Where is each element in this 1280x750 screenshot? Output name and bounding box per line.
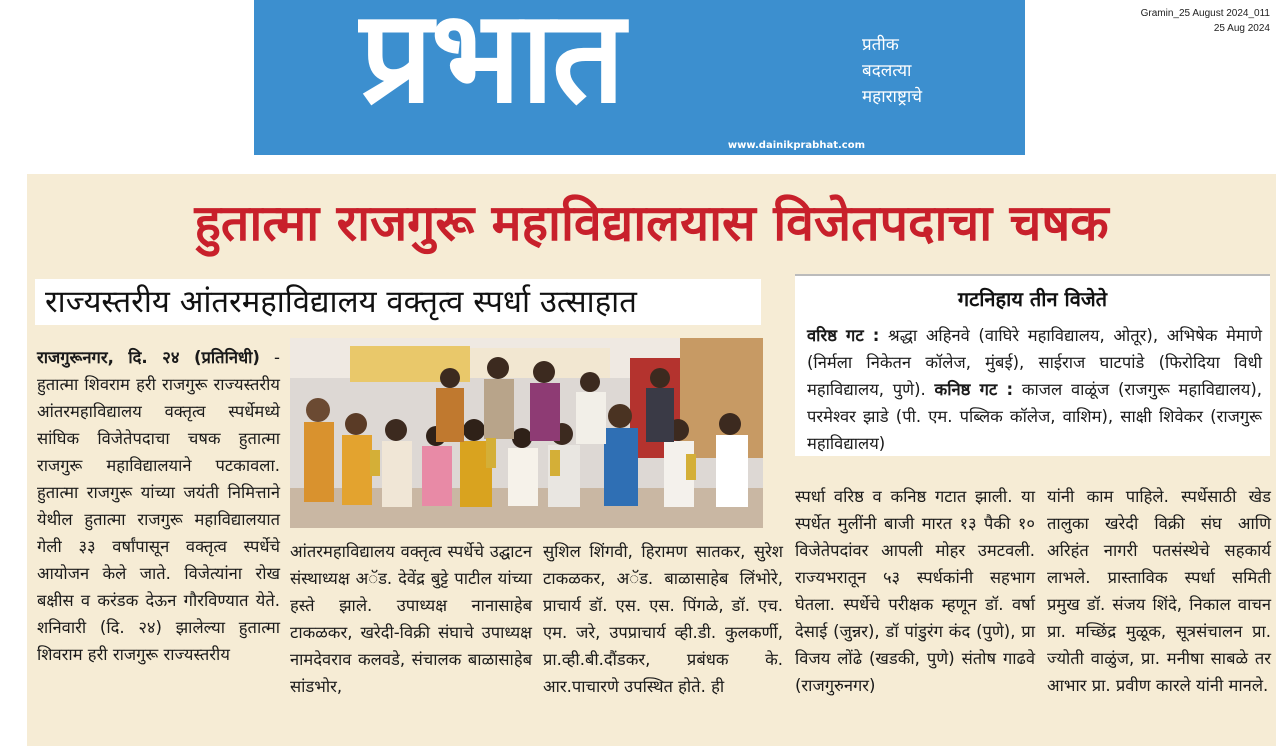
article-subheadline: राज्यस्तरीय आंतरमहाविद्यालय वक्तृत्व स्पर्धा उत्साहात xyxy=(35,279,761,325)
winners-box xyxy=(795,274,1270,456)
article-column-3: सुशिल शिंगवी, हिरामण सातकर, सुरेश टाकळकर, अॅड. बाळासाहेब लिंभोरे, प्राचार्य डॉ. एस. एस. पिंगळे, डॉ. एच. एम. जरे, उपप्राचार्य व्ही.डी. कुलकर्णी, प्रा.व्ही.बी.दौंडकर, प्रबंधक के. आर.पाचारणे उपस्थित होते. ही xyxy=(543,542,783,696)
edition-code: Gramin_25 August 2024_011 xyxy=(1140,8,1270,19)
article-headline: हुतात्मा राजगुरू महाविद्यालयास विजेतपदाचा चषक xyxy=(194,194,1109,252)
news-article xyxy=(27,174,1276,746)
tagline-line-1: प्रतीक xyxy=(862,35,899,55)
junior-group-label: कनिष्ठ गट : xyxy=(934,380,1014,399)
masthead-banner xyxy=(254,0,1025,155)
senior-group-winners: श्रद्धा अहिनवे (वाघिरे महाविद्यालय, ओतूर), अभिषेक मेमाणे (निर्मला निकेतन कॉलेज, मुंबई), साईराज घाटपांडे (फिरोदिया विधी महाविद्यालय, पुणे). xyxy=(807,326,1263,399)
winners-box-title: गटनिहाय तीन विजेते xyxy=(957,287,1108,311)
column-1-text: - हुतात्मा शिवराम हरी राजगुरू राज्यस्तरीय आंतरमहाविद्यालय वक्तृत्व स्पर्धेमध्ये सांघिक विजेतेपदाचा चषक हुतात्मा राजगुरू महाविद्यालयाने पटकावला. हुतात्मा राजगुरू यांच्या जयंती निमित्ताने येथील हुतात्मा राजगुरू महाविद्यालयात गेली ३३ वर्षांपासून वक्तृत्व स्पर्धेचे आयोजन केले जाते. विजेत्यांना रोख बक्षीस व करंडक देऊन गौरविण्यात येते. शनिवारी (दि. २४) झालेल्या हुतात्मा शिवराम हरी राजगुरू राज्यस्तरीय xyxy=(37,348,280,664)
newspaper-logo: प्रभात xyxy=(360,0,623,132)
photo-illustration xyxy=(290,338,763,528)
senior-group-label: वरिष्ठ गट : xyxy=(807,326,880,345)
article-column-2: आंतरमहाविद्यालय वक्तृत्व स्पर्धेचे उद्घाटन संस्थाध्यक्ष अॅड. देवेंद्र बुट्टे पाटील यांच्या हस्ते झाले. उपाध्यक्ष नानासाहेब टाकळकर, खरेदी-विक्री संघाचे उपाध्यक्ष नामदेवराव कलवडे, संचालक बाळासाहेब सांडभोर, xyxy=(290,542,532,696)
website-url: www.dainikprabhat.com xyxy=(727,140,865,151)
masthead-tagline xyxy=(862,32,922,110)
article-column-4: स्पर्धा वरिष्ठ व कनिष्ठ गटात झाली. या स्पर्धेत मुलींनी बाजी मारत १३ पैकी १० विजेतेपदांवर आपली मोहर उमटवली. राज्यभरातून ५३ स्पर्धकांनी सहभाग घेतला. स्पर्धेचे परीक्षक म्हणून डॉ. वर्षा देसाई (जुन्नर), डॉ पांडुरंग कंद (पुणे), प्रा विजय लोंढे (खडकी, पुणे) संतोष गाढवे (राजगुरुनगर) xyxy=(795,487,1035,695)
tagline-line-3: महाराष्ट्राचे xyxy=(862,87,923,107)
article-dateline: राजगुरूनगर, दि. २४ (प्रतिनिधी) xyxy=(37,348,260,367)
event-photo xyxy=(290,338,763,528)
winners-box-text xyxy=(795,312,1270,457)
edition-info xyxy=(1141,6,1270,36)
junior-group-winners: काजल वाळूंज (राजगुरू महाविद्यालय), परमेश्वर झाडे (पी. एम. पब्लिक कॉलेज, वाशिम), साक्षी शिवेकर (राजगुरू महाविद्यालय) xyxy=(807,380,1262,453)
edition-date: 25 Aug 2024 xyxy=(1213,23,1270,34)
tagline-line-2: बदलत्या xyxy=(862,61,912,81)
article-column-5: यांनी काम पाहिले. स्पर्धेसाठी खेड तालुका खरेदी विक्री संघ आणि अरिहंत नागरी पतसंस्थेचे सहकार्य लाभले. प्रास्ताविक स्पर्धा समिती प्रमुख डॉ. संजय शिंदे, निकाल वाचन प्रा. मच्छिंद्र मुळूक, सूत्रसंचालन प्रा. ज्योती वाळुंज, प्रा. मनीषा साबळे तर आभार प्रा. प्रवीण कारले यांनी मानले. xyxy=(1047,487,1271,695)
article-column-1 xyxy=(37,344,280,668)
